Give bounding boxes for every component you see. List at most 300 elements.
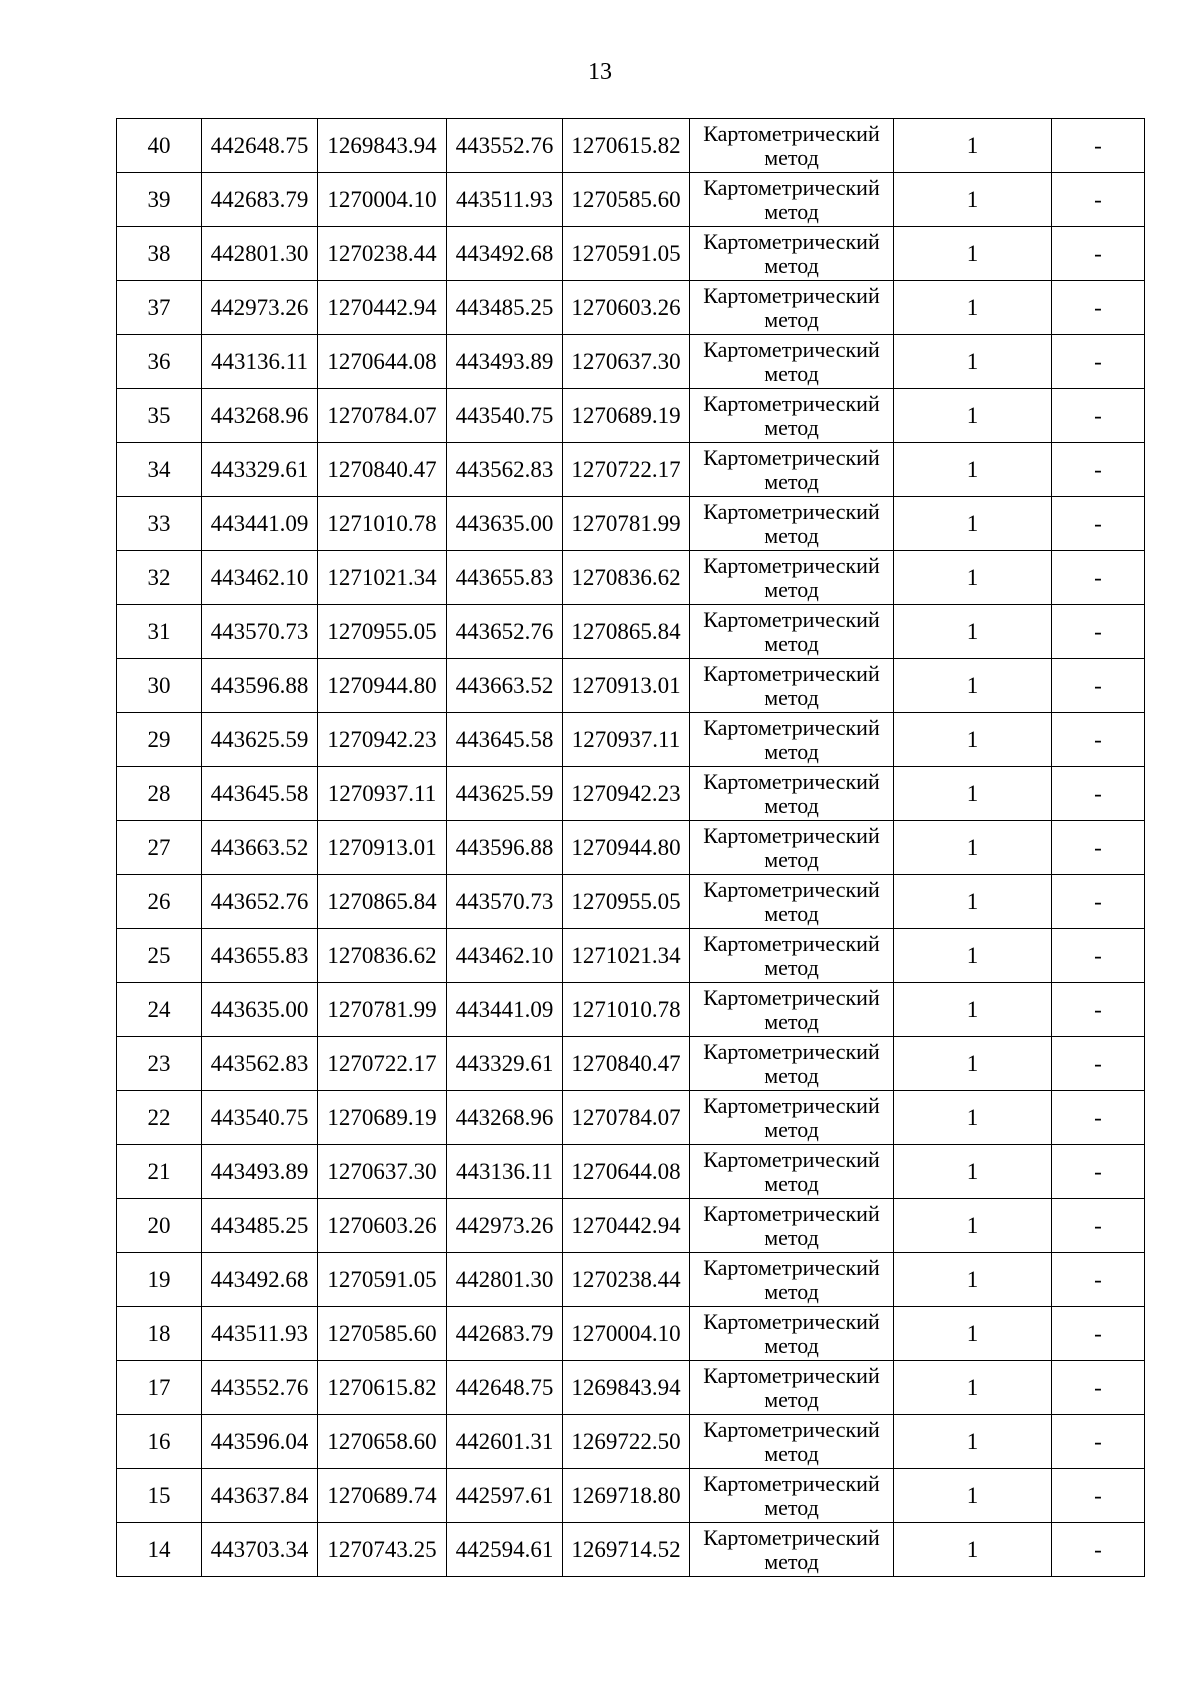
start-x-cell: 443570.73	[202, 605, 318, 659]
accuracy-cell: 1	[894, 335, 1052, 389]
start-y-cell: 1270644.08	[318, 335, 447, 389]
start-x-cell: 443703.34	[202, 1523, 318, 1577]
end-x-cell: 443540.75	[447, 389, 563, 443]
point-number-cell: 16	[117, 1415, 202, 1469]
note-cell: -	[1052, 1307, 1145, 1361]
end-x-cell: 443596.88	[447, 821, 563, 875]
note-cell: -	[1052, 1361, 1145, 1415]
table-row	[117, 1199, 1145, 1253]
end-x-cell: 443268.96	[447, 1091, 563, 1145]
method-line-1: Картометрический	[703, 1524, 880, 1550]
method-line-1: Картометрический	[703, 228, 880, 254]
method-line-2: метод	[764, 846, 819, 872]
note-cell: -	[1052, 659, 1145, 713]
method-line-2: метод	[764, 1278, 819, 1304]
table-row	[117, 1469, 1145, 1523]
end-y-cell: 1270238.44	[563, 1253, 690, 1307]
end-x-cell: 443493.89	[447, 335, 563, 389]
start-y-cell: 1270955.05	[318, 605, 447, 659]
accuracy-cell: 1	[894, 1415, 1052, 1469]
end-x-cell: 443562.83	[447, 443, 563, 497]
note-cell: -	[1052, 1523, 1145, 1577]
accuracy-cell: 1	[894, 1253, 1052, 1307]
method-cell	[690, 605, 894, 659]
table-row	[117, 119, 1145, 173]
note-cell: -	[1052, 983, 1145, 1037]
start-x-cell: 443655.83	[202, 929, 318, 983]
start-x-cell: 443441.09	[202, 497, 318, 551]
start-x-cell: 443637.84	[202, 1469, 318, 1523]
accuracy-cell: 1	[894, 1307, 1052, 1361]
method-cell	[690, 1253, 894, 1307]
start-y-cell: 1270836.62	[318, 929, 447, 983]
start-x-cell: 443652.76	[202, 875, 318, 929]
end-y-cell: 1271021.34	[563, 929, 690, 983]
table-row	[117, 551, 1145, 605]
method-cell	[690, 443, 894, 497]
method-cell	[690, 659, 894, 713]
table-row	[117, 1307, 1145, 1361]
end-x-cell: 443655.83	[447, 551, 563, 605]
method-line-1: Картометрический	[703, 1200, 880, 1226]
note-cell: -	[1052, 605, 1145, 659]
method-cell	[690, 929, 894, 983]
end-y-cell: 1270781.99	[563, 497, 690, 551]
note-cell: -	[1052, 1199, 1145, 1253]
method-line-2: метод	[764, 792, 819, 818]
method-line-1: Картометрический	[703, 444, 880, 470]
point-number-cell: 34	[117, 443, 202, 497]
point-number-cell: 21	[117, 1145, 202, 1199]
note-cell: -	[1052, 281, 1145, 335]
accuracy-cell: 1	[894, 1361, 1052, 1415]
method-line-1: Картометрический	[703, 498, 880, 524]
point-number-cell: 37	[117, 281, 202, 335]
method-cell	[690, 1091, 894, 1145]
method-cell	[690, 875, 894, 929]
start-y-cell: 1270913.01	[318, 821, 447, 875]
note-cell: -	[1052, 443, 1145, 497]
method-line-2: метод	[764, 144, 819, 170]
end-y-cell: 1269722.50	[563, 1415, 690, 1469]
end-x-cell: 443136.11	[447, 1145, 563, 1199]
start-x-cell: 443663.52	[202, 821, 318, 875]
method-line-1: Картометрический	[703, 984, 880, 1010]
coordinates-table	[116, 118, 1145, 1577]
end-x-cell: 443552.76	[447, 119, 563, 173]
start-y-cell: 1270585.60	[318, 1307, 447, 1361]
method-cell	[690, 983, 894, 1037]
start-x-cell: 443329.61	[202, 443, 318, 497]
point-number-cell: 19	[117, 1253, 202, 1307]
method-line-1: Картометрический	[703, 174, 880, 200]
start-y-cell: 1269843.94	[318, 119, 447, 173]
method-line-2: метод	[764, 1062, 819, 1088]
table-row	[117, 227, 1145, 281]
method-line-1: Картометрический	[703, 1470, 880, 1496]
method-line-1: Картометрический	[703, 1254, 880, 1280]
point-number-cell: 15	[117, 1469, 202, 1523]
method-cell	[690, 1199, 894, 1253]
method-cell	[690, 713, 894, 767]
method-line-1: Картометрический	[703, 1038, 880, 1064]
method-line-2: метод	[764, 1494, 819, 1520]
start-x-cell: 443596.04	[202, 1415, 318, 1469]
end-x-cell: 442648.75	[447, 1361, 563, 1415]
end-y-cell: 1270942.23	[563, 767, 690, 821]
table-row	[117, 875, 1145, 929]
point-number-cell: 36	[117, 335, 202, 389]
end-y-cell: 1270603.26	[563, 281, 690, 335]
end-x-cell: 443635.00	[447, 497, 563, 551]
start-y-cell: 1270865.84	[318, 875, 447, 929]
point-number-cell: 20	[117, 1199, 202, 1253]
start-y-cell: 1270637.30	[318, 1145, 447, 1199]
method-line-1: Картометрический	[703, 930, 880, 956]
point-number-cell: 14	[117, 1523, 202, 1577]
start-x-cell: 442801.30	[202, 227, 318, 281]
end-y-cell: 1270913.01	[563, 659, 690, 713]
method-line-1: Картометрический	[703, 390, 880, 416]
method-line-2: метод	[764, 468, 819, 494]
end-y-cell: 1269718.80	[563, 1469, 690, 1523]
end-y-cell: 1270955.05	[563, 875, 690, 929]
method-line-2: метод	[764, 522, 819, 548]
method-line-1: Картометрический	[703, 336, 880, 362]
end-x-cell: 443462.10	[447, 929, 563, 983]
method-cell	[690, 1037, 894, 1091]
start-y-cell: 1271021.34	[318, 551, 447, 605]
start-y-cell: 1270781.99	[318, 983, 447, 1037]
point-number-cell: 39	[117, 173, 202, 227]
accuracy-cell: 1	[894, 659, 1052, 713]
accuracy-cell: 1	[894, 1199, 1052, 1253]
end-y-cell: 1270004.10	[563, 1307, 690, 1361]
accuracy-cell: 1	[894, 443, 1052, 497]
table-row	[117, 1361, 1145, 1415]
method-line-2: метод	[764, 1116, 819, 1142]
accuracy-cell: 1	[894, 875, 1052, 929]
point-number-cell: 24	[117, 983, 202, 1037]
end-y-cell: 1270591.05	[563, 227, 690, 281]
method-line-2: метод	[764, 306, 819, 332]
start-x-cell: 443562.83	[202, 1037, 318, 1091]
method-line-1: Картометрический	[703, 552, 880, 578]
method-line-1: Картометрический	[703, 660, 880, 686]
point-number-cell: 28	[117, 767, 202, 821]
end-y-cell: 1270442.94	[563, 1199, 690, 1253]
start-x-cell: 442683.79	[202, 173, 318, 227]
end-y-cell: 1270836.62	[563, 551, 690, 605]
method-cell	[690, 767, 894, 821]
table-row	[117, 713, 1145, 767]
end-y-cell: 1270865.84	[563, 605, 690, 659]
start-y-cell: 1270944.80	[318, 659, 447, 713]
end-x-cell: 443511.93	[447, 173, 563, 227]
method-cell	[690, 227, 894, 281]
note-cell: -	[1052, 227, 1145, 281]
end-x-cell: 443645.58	[447, 713, 563, 767]
end-y-cell: 1270644.08	[563, 1145, 690, 1199]
accuracy-cell: 1	[894, 1145, 1052, 1199]
end-y-cell: 1270689.19	[563, 389, 690, 443]
end-x-cell: 442801.30	[447, 1253, 563, 1307]
method-cell	[690, 1361, 894, 1415]
table-row	[117, 389, 1145, 443]
method-line-2: метод	[764, 954, 819, 980]
end-x-cell: 442597.61	[447, 1469, 563, 1523]
table-body	[117, 119, 1145, 1577]
accuracy-cell: 1	[894, 767, 1052, 821]
note-cell: -	[1052, 1415, 1145, 1469]
method-cell	[690, 1415, 894, 1469]
start-x-cell: 443485.25	[202, 1199, 318, 1253]
start-x-cell: 443493.89	[202, 1145, 318, 1199]
note-cell: -	[1052, 1253, 1145, 1307]
page-number: 13	[588, 59, 612, 85]
end-x-cell: 442594.61	[447, 1523, 563, 1577]
start-y-cell: 1270937.11	[318, 767, 447, 821]
end-y-cell: 1271010.78	[563, 983, 690, 1037]
table-row	[117, 443, 1145, 497]
method-line-2: метод	[764, 738, 819, 764]
end-x-cell: 443492.68	[447, 227, 563, 281]
start-y-cell: 1270840.47	[318, 443, 447, 497]
method-line-2: метод	[764, 576, 819, 602]
point-number-cell: 26	[117, 875, 202, 929]
method-line-2: метод	[764, 1224, 819, 1250]
start-y-cell: 1270784.07	[318, 389, 447, 443]
table-row	[117, 335, 1145, 389]
end-y-cell: 1270840.47	[563, 1037, 690, 1091]
start-x-cell: 443268.96	[202, 389, 318, 443]
end-x-cell: 442683.79	[447, 1307, 563, 1361]
method-line-1: Картометрический	[703, 1416, 880, 1442]
end-x-cell: 443570.73	[447, 875, 563, 929]
accuracy-cell: 1	[894, 605, 1052, 659]
end-y-cell: 1270585.60	[563, 173, 690, 227]
note-cell: -	[1052, 497, 1145, 551]
table-row	[117, 983, 1145, 1037]
method-line-2: метод	[764, 414, 819, 440]
method-line-2: метод	[764, 360, 819, 386]
point-number-cell: 27	[117, 821, 202, 875]
method-line-1: Картометрический	[703, 1092, 880, 1118]
end-x-cell: 443663.52	[447, 659, 563, 713]
point-number-cell: 33	[117, 497, 202, 551]
method-line-2: метод	[764, 1008, 819, 1034]
point-number-cell: 23	[117, 1037, 202, 1091]
start-x-cell: 443462.10	[202, 551, 318, 605]
start-y-cell: 1270658.60	[318, 1415, 447, 1469]
point-number-cell: 30	[117, 659, 202, 713]
method-cell	[690, 497, 894, 551]
method-line-1: Картометрический	[703, 1146, 880, 1172]
method-line-1: Картометрический	[703, 120, 880, 146]
note-cell: -	[1052, 821, 1145, 875]
accuracy-cell: 1	[894, 281, 1052, 335]
table-row	[117, 767, 1145, 821]
start-y-cell: 1270238.44	[318, 227, 447, 281]
end-x-cell: 443329.61	[447, 1037, 563, 1091]
method-line-2: метод	[764, 900, 819, 926]
method-cell	[690, 1145, 894, 1199]
method-line-2: метод	[764, 1440, 819, 1466]
point-number-cell: 25	[117, 929, 202, 983]
end-y-cell: 1270637.30	[563, 335, 690, 389]
method-line-2: метод	[764, 630, 819, 656]
table-row	[117, 1523, 1145, 1577]
note-cell: -	[1052, 119, 1145, 173]
method-line-2: метод	[764, 684, 819, 710]
table-row	[117, 1253, 1145, 1307]
start-x-cell: 443492.68	[202, 1253, 318, 1307]
end-y-cell: 1269843.94	[563, 1361, 690, 1415]
method-line-2: метод	[764, 1332, 819, 1358]
accuracy-cell: 1	[894, 713, 1052, 767]
end-x-cell: 443652.76	[447, 605, 563, 659]
table-row	[117, 173, 1145, 227]
end-x-cell: 443485.25	[447, 281, 563, 335]
point-number-cell: 29	[117, 713, 202, 767]
method-cell	[690, 1469, 894, 1523]
method-cell	[690, 821, 894, 875]
method-line-2: метод	[764, 198, 819, 224]
note-cell: -	[1052, 713, 1145, 767]
table-row	[117, 659, 1145, 713]
point-number-cell: 31	[117, 605, 202, 659]
method-line-1: Картометрический	[703, 282, 880, 308]
end-y-cell: 1270784.07	[563, 1091, 690, 1145]
method-line-1: Картометрический	[703, 606, 880, 632]
note-cell: -	[1052, 335, 1145, 389]
point-number-cell: 17	[117, 1361, 202, 1415]
note-cell: -	[1052, 1145, 1145, 1199]
end-x-cell: 443441.09	[447, 983, 563, 1037]
accuracy-cell: 1	[894, 983, 1052, 1037]
table-row	[117, 497, 1145, 551]
method-cell	[690, 119, 894, 173]
note-cell: -	[1052, 767, 1145, 821]
point-number-cell: 18	[117, 1307, 202, 1361]
accuracy-cell: 1	[894, 227, 1052, 281]
start-y-cell: 1270442.94	[318, 281, 447, 335]
start-x-cell: 443136.11	[202, 335, 318, 389]
method-cell	[690, 551, 894, 605]
note-cell: -	[1052, 173, 1145, 227]
method-cell	[690, 173, 894, 227]
start-y-cell: 1270004.10	[318, 173, 447, 227]
start-x-cell: 443511.93	[202, 1307, 318, 1361]
end-y-cell: 1270937.11	[563, 713, 690, 767]
note-cell: -	[1052, 1091, 1145, 1145]
method-line-1: Картометрический	[703, 822, 880, 848]
point-number-cell: 38	[117, 227, 202, 281]
accuracy-cell: 1	[894, 929, 1052, 983]
method-line-1: Картометрический	[703, 876, 880, 902]
method-line-1: Картометрический	[703, 768, 880, 794]
start-y-cell: 1271010.78	[318, 497, 447, 551]
method-cell	[690, 335, 894, 389]
point-number-cell: 35	[117, 389, 202, 443]
method-cell	[690, 281, 894, 335]
accuracy-cell: 1	[894, 1523, 1052, 1577]
start-x-cell: 443596.88	[202, 659, 318, 713]
table-row	[117, 821, 1145, 875]
method-line-1: Картометрический	[703, 1308, 880, 1334]
table-row	[117, 281, 1145, 335]
start-y-cell: 1270942.23	[318, 713, 447, 767]
accuracy-cell: 1	[894, 551, 1052, 605]
table-row	[117, 605, 1145, 659]
end-y-cell: 1270722.17	[563, 443, 690, 497]
table-row	[117, 1091, 1145, 1145]
start-x-cell: 442648.75	[202, 119, 318, 173]
start-x-cell: 443625.59	[202, 713, 318, 767]
table-row	[117, 929, 1145, 983]
accuracy-cell: 1	[894, 119, 1052, 173]
point-number-cell: 22	[117, 1091, 202, 1145]
end-x-cell: 443625.59	[447, 767, 563, 821]
table-row	[117, 1037, 1145, 1091]
start-y-cell: 1270615.82	[318, 1361, 447, 1415]
method-line-2: метод	[764, 1548, 819, 1574]
accuracy-cell: 1	[894, 1469, 1052, 1523]
method-cell	[690, 1307, 894, 1361]
end-y-cell: 1270944.80	[563, 821, 690, 875]
method-line-1: Картометрический	[703, 1362, 880, 1388]
end-x-cell: 442973.26	[447, 1199, 563, 1253]
accuracy-cell: 1	[894, 497, 1052, 551]
note-cell: -	[1052, 875, 1145, 929]
start-y-cell: 1270743.25	[318, 1523, 447, 1577]
start-x-cell: 442973.26	[202, 281, 318, 335]
method-cell	[690, 1523, 894, 1577]
start-x-cell: 443645.58	[202, 767, 318, 821]
table-row	[117, 1415, 1145, 1469]
note-cell: -	[1052, 1469, 1145, 1523]
accuracy-cell: 1	[894, 821, 1052, 875]
end-y-cell: 1270615.82	[563, 119, 690, 173]
accuracy-cell: 1	[894, 173, 1052, 227]
note-cell: -	[1052, 929, 1145, 983]
start-y-cell: 1270689.74	[318, 1469, 447, 1523]
note-cell: -	[1052, 1037, 1145, 1091]
accuracy-cell: 1	[894, 389, 1052, 443]
method-line-1: Картометрический	[703, 714, 880, 740]
method-line-2: метод	[764, 1386, 819, 1412]
end-y-cell: 1269714.52	[563, 1523, 690, 1577]
accuracy-cell: 1	[894, 1037, 1052, 1091]
start-x-cell: 443540.75	[202, 1091, 318, 1145]
table-row	[117, 1145, 1145, 1199]
point-number-cell: 40	[117, 119, 202, 173]
end-x-cell: 442601.31	[447, 1415, 563, 1469]
point-number-cell: 32	[117, 551, 202, 605]
method-cell	[690, 389, 894, 443]
note-cell: -	[1052, 389, 1145, 443]
start-y-cell: 1270603.26	[318, 1199, 447, 1253]
start-y-cell: 1270591.05	[318, 1253, 447, 1307]
start-y-cell: 1270689.19	[318, 1091, 447, 1145]
method-line-2: метод	[764, 1170, 819, 1196]
method-line-2: метод	[764, 252, 819, 278]
note-cell: -	[1052, 551, 1145, 605]
accuracy-cell: 1	[894, 1091, 1052, 1145]
start-x-cell: 443552.76	[202, 1361, 318, 1415]
start-y-cell: 1270722.17	[318, 1037, 447, 1091]
start-x-cell: 443635.00	[202, 983, 318, 1037]
